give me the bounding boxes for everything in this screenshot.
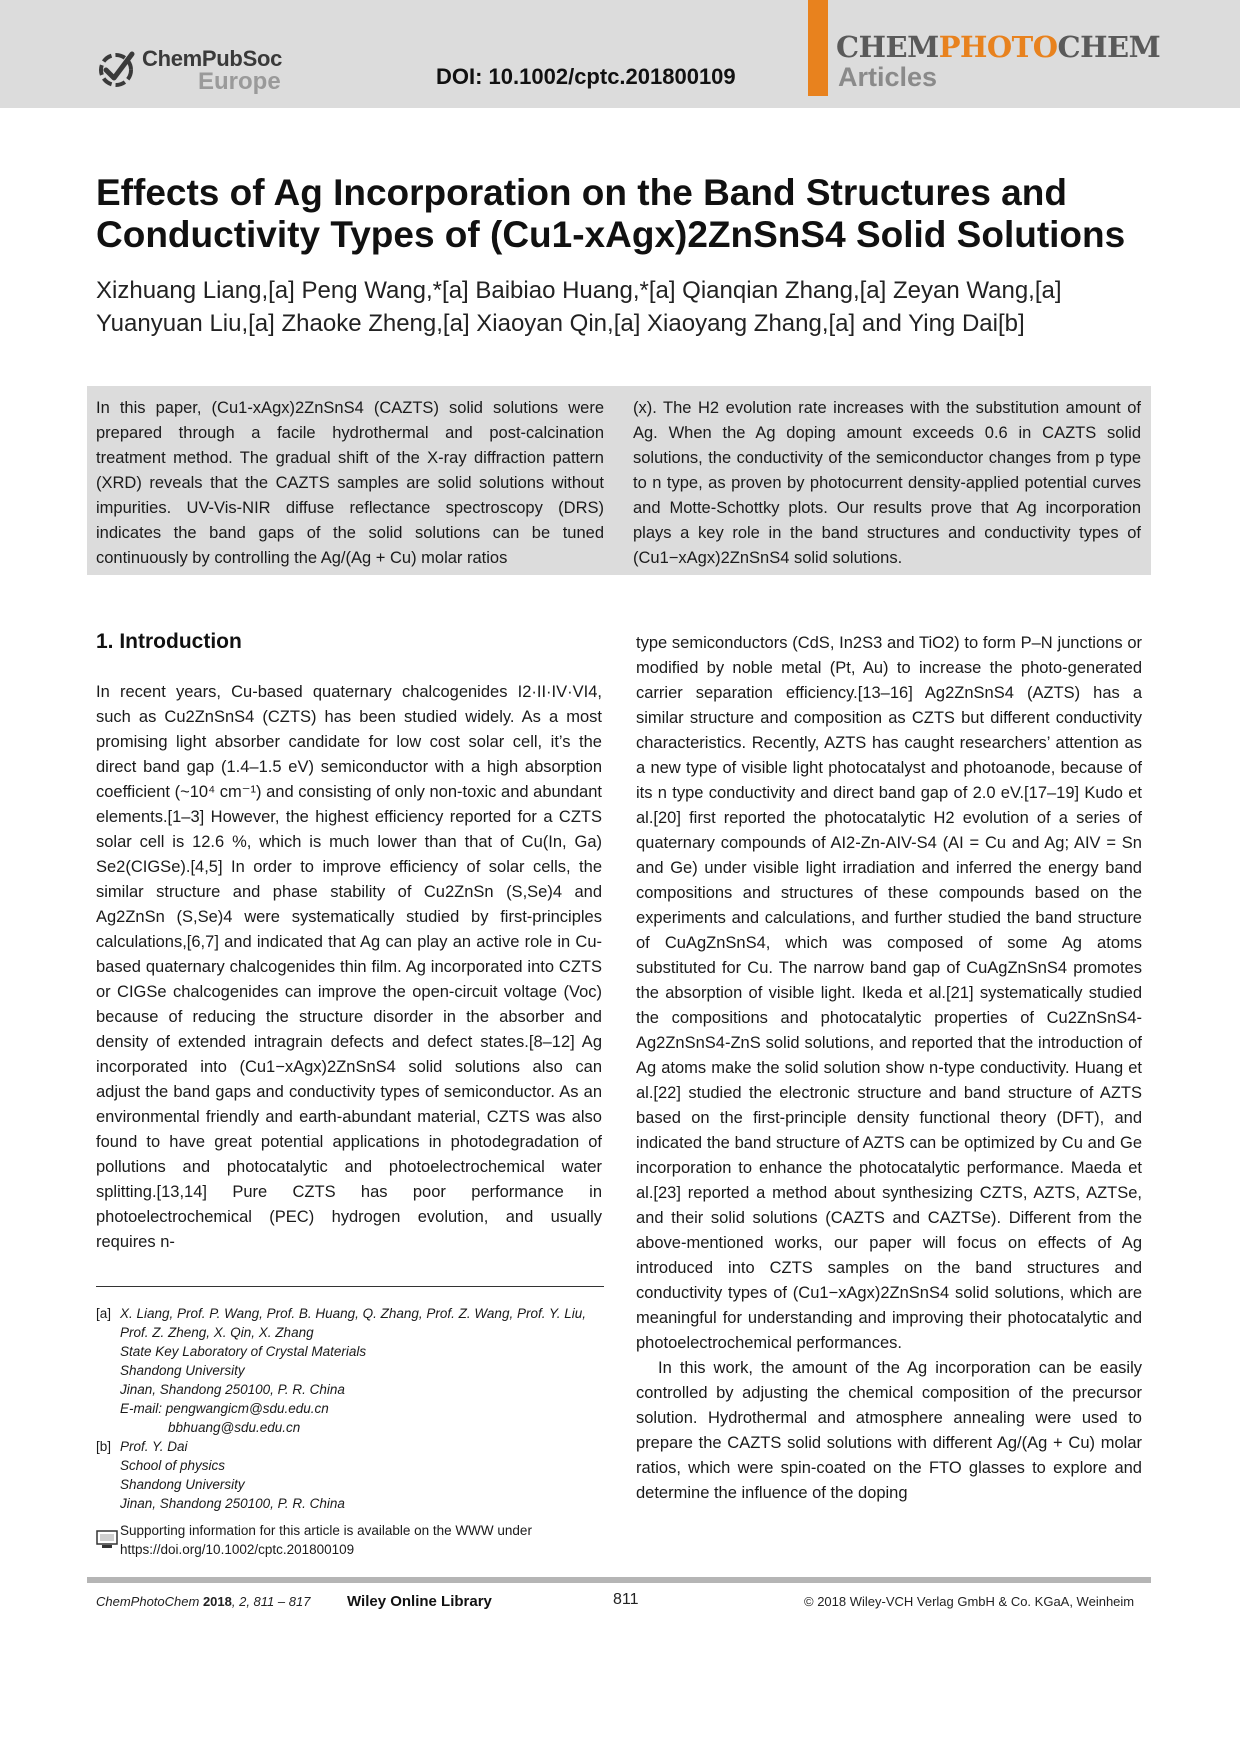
- publisher-logo: [98, 46, 288, 96]
- footnote-a: [96, 1304, 606, 1437]
- body-column-right: [636, 631, 1142, 1506]
- abstract-column-right: (x). The H2 evolution rate increases with the substitution amount of Ag. When the Ag doping amount exceeds 0.6 in CAZTS solid solutions, the conductivity of the semiconductor changes from p type to n type, as proven by photocurrent density-applied potential curves and Motte-Schottky plots. Our results prove that Ag incorporation plays a key role in the band structures and conductivity types of (Cu1−xAgx)2ZnSnS4 solid solutions.: [633, 399, 1141, 567]
- journal-name-part: PHOTO: [938, 30, 1058, 64]
- footnote-school: School of physics: [120, 1458, 226, 1473]
- footnote-divider: [96, 1286, 604, 1287]
- chempubsoc-logo-icon: [98, 48, 138, 88]
- footnote-b: [96, 1437, 606, 1513]
- footer-year: 2018: [202, 1594, 232, 1609]
- supporting-info-text[interactable]: Supporting information for this article is available on the WWW under https://doi.org/10.1002/cptc.201800109: [120, 1523, 532, 1557]
- footer-issue: , 2, 811 – 817: [231, 1594, 311, 1609]
- journal-accent-bar: [808, 0, 828, 96]
- footnote-lab: State Key Laboratory of Crystal Materials: [120, 1344, 367, 1359]
- paragraph: In recent years, Cu-based quaternary chalcogenides I2·II·IV·VI4, such as Cu2ZnSnS4 (CZTS) has been studied widely. As a most promising light absorber candidate for low cost solar cell, it’s the direct band gap (1.4–1.5 eV) semiconductor with a high absorption coefficient (~10⁴ cm⁻¹) and consisting of only non-toxic and abundant elements.[1–3] However, the highest efficiency reported for a CZTS solar cell is 12.6 %, which is much lower than that of Cu(In, Ga) Se2(CIGSe).[4,5] In order to improve efficiency of solar cells, the similar structure and phase stability of Cu2ZnSn (S,Se)4 and Ag2ZnSn (S,Se)4 were systematically studied by first-principles calculations,[6,7] and indicated that Ag can play an active role in Cu-based quaternary chalcogenides thin film. Ag incorporated into CZTS or CIGSe chalcogenides can improve the open-circuit voltage (Voc) because of reducing the structure disorder in the absorber and density of extended intragrain defects and defect states.[8–12] Ag incorporated into (Cu1−xAgx)2ZnSnS4 solid solutions also can adjust the band gaps and conductivity types of semiconductor. As an environmental friendly and earth-abundant material, CZTS was also found to have great potential applications in photodegradation of pollutions and photocatalytic and photoelectrochemical water splitting.[13,14] Pure CZTS has poor performance in photoelectrochemical (PEC) hydrogen evolution, and usually requires n-: [96, 683, 602, 1251]
- affiliation-footnotes: [96, 1304, 606, 1559]
- footnote-email[interactable]: E-mail: pengwangicm@sdu.edu.cn: [120, 1401, 329, 1416]
- footnote-names: X. Liang, Prof. P. Wang, Prof. B. Huang, Q. Zhang, Prof. Z. Wang, Prof. Y. Liu, Prof. Z. Zheng, X. Qin, X. Zhang: [120, 1306, 587, 1340]
- footnote-names: Prof. Y. Dai: [120, 1439, 188, 1454]
- section-label: Articles: [838, 62, 938, 92]
- supporting-info-note: [96, 1521, 606, 1559]
- wiley-online-library-link[interactable]: Wiley Online Library: [347, 1593, 492, 1610]
- journal-name: [836, 30, 1160, 64]
- journal-name-part: CHEM: [836, 30, 939, 64]
- abstract-box: [87, 386, 1151, 575]
- footnote-email[interactable]: bbhuang@sdu.edu.cn: [168, 1420, 301, 1435]
- journal-name-part: CHEM: [1057, 30, 1161, 64]
- footer-journal-name: ChemPhotoChem: [96, 1594, 200, 1609]
- footnote-marker: [b]: [96, 1439, 112, 1454]
- publisher-name: ChemPubSoc: [142, 46, 283, 71]
- article-title: Effects of Ag Incorporation on the Band Structures and Conductivity Types of (Cu1-xAgx)2ZnSnS4 Solid Solutions: [96, 172, 1126, 255]
- body-column-left: [96, 680, 602, 1255]
- copyright-notice: © 2018 Wiley-VCH Verlag GmbH & Co. KGaA, Weinheim: [804, 1594, 1135, 1609]
- publisher-region: Europe: [198, 68, 281, 95]
- footer-rule: [87, 1577, 1151, 1583]
- author-list: Xizhuang Liang,[a] Peng Wang,*[a] Baibiao Huang,*[a] Qianqian Zhang,[a] Zeyan Wang,[a] Yuanyuan Liu,[a] Zhaoke Zheng,[a] Xiaoyan Qin,[a] Xiaoyang Zhang,[a] and Ying Dai[b]: [96, 277, 1062, 337]
- doi-label[interactable]: DOI: 10.1002/cptc.201800109: [436, 64, 736, 89]
- footer-citation: [96, 1594, 310, 1609]
- abstract-column-left: In this paper, (Cu1-xAgx)2ZnSnS4 (CAZTS) solid solutions were prepared through a facile hydrothermal and post-calcination treatment method. The gradual shift of the X-ray diffraction pattern (XRD) reveals that the CAZTS samples are solid solutions without impurities. UV-Vis-NIR diffuse reflectance spectroscopy (DRS) indicates the band gaps of the solid solutions can be tuned continuously by controlling the Ag/(Ag + Cu) molar ratios: [96, 399, 604, 567]
- section-heading: 1. Introduction: [96, 630, 242, 653]
- footnote-marker: [a]: [96, 1306, 112, 1321]
- paragraph: type semiconductors (CdS, In2S3 and TiO2) to form P–N junctions or modified by noble metal (Pt, Au) to increase the photo-generated carrier separation efficiency.[13–16] Ag2ZnSnS4 (AZTS) has a similar structure and composition as CZTS but different conductivity characteristics. Recently, AZTS has caught researchers’ attention as a new type of visible light photocatalyst and photoanode, because of its n type conductivity and direct band gap of 2.0 eV.[17–19] Kudo et al.[20] first reported the photocatalytic H2 evolution of a series of quaternary compounds of AI2-Zn-AIV-S4 (AI = Cu and Ag; AIV = Sn and Ge) under visible light irradiation and inferred the energy band compositions and structures of these compounds based on the experiments and calculations, and further studied the band structure of CuAgZnSnS4, which was composed of some Ag atoms substituted for Cu. The narrow band gap of CuAgZnSnS4 promotes the absorption of visible light. Ikeda et al.[21] systematically studied the compositions and photocatalytic properties of Cu2ZnSnS4-Ag2ZnSnS4-ZnS solid solutions, and reported that the introduction of Ag atoms make the solid solution show n-type conductivity. Huang et al.[22] studied the electronic structure and band structure of AZTS based on the first-principle density functional theory (DFT), and indicated the band structure of AZTS can be optimized by Cu and Ge incorporation to enhance the photocatalytic performance. Maeda et al.[23] reported a method about synthesizing CZTS, AZTS, AZTSe, and their solid solutions (CAZTS and CAZTSe). Different from the above-mentioned works, our paper will focus on effects of Ag introduced into CZTS samples on the band structures and conductivity types of (Cu1−xAgx)2ZnSnS4 solid solutions, which are meaningful for understanding and improving their photocatalytic and photoelectrochemical performances.: [636, 634, 1142, 1352]
- footnote-city: Jinan, Shandong 250100, P. R. China: [120, 1496, 345, 1511]
- footnote-university: Shandong University: [120, 1363, 245, 1378]
- computer-icon: [96, 1521, 120, 1559]
- footnote-city: Jinan, Shandong 250100, P. R. China: [120, 1382, 345, 1397]
- page-number: 811: [613, 1591, 639, 1608]
- footnote-university: Shandong University: [120, 1477, 245, 1492]
- paragraph: In this work, the amount of the Ag incorporation can be easily controlled by adjusting the chemical composition of the precursor solution. Hydrothermal and atmosphere annealing were used to prepare the CAZTS solid solutions with different Ag/(Ag + Cu) molar ratios, which were spin-coated on the FTO glasses to explore and determine the influence of the doping: [636, 1359, 1142, 1502]
